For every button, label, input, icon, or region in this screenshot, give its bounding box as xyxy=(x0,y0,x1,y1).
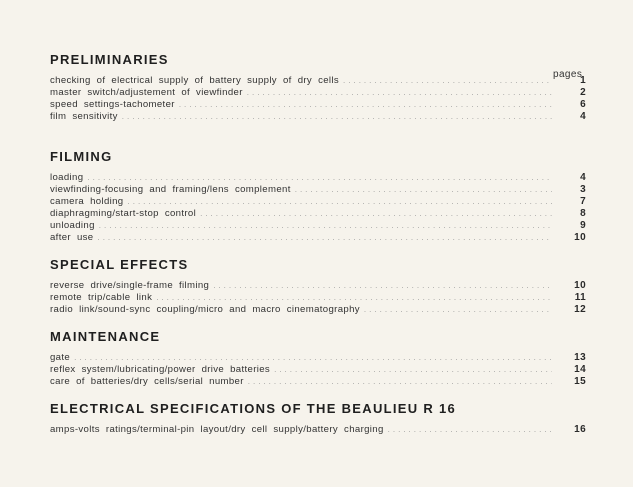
dot-leader xyxy=(213,281,552,290)
entry-page: 12 xyxy=(574,304,586,315)
entry-label: speed settings-tachometer xyxy=(50,99,175,110)
toc-entry xyxy=(50,220,586,232)
entry-label: master switch/adjustement of viewfinder xyxy=(50,87,243,98)
dot-leader xyxy=(388,425,552,434)
entry-label: amps-volts ratings/terminal-pin layout/dry cell supply/battery charging xyxy=(50,424,384,435)
toc-entry xyxy=(50,184,586,196)
toc-entry xyxy=(50,292,586,304)
section-filming xyxy=(50,149,586,244)
toc-entry xyxy=(50,111,586,123)
dot-leader xyxy=(74,353,552,362)
dot-leader xyxy=(122,112,552,121)
entry-page: 3 xyxy=(580,184,586,195)
entry-page: 10 xyxy=(574,232,586,243)
section-maintenance xyxy=(50,329,586,388)
dot-leader xyxy=(97,233,552,242)
section-title: ELECTRICAL SPECIFICATIONS OF THE BEAULIEU R 16 xyxy=(50,401,457,416)
toc-entry xyxy=(50,364,586,376)
entry-page: 6 xyxy=(580,99,586,110)
dot-leader xyxy=(274,365,552,374)
dot-leader xyxy=(156,293,552,302)
entry-page: 2 xyxy=(580,87,586,98)
dot-leader xyxy=(295,185,552,194)
toc-entry xyxy=(50,196,586,208)
toc-entry xyxy=(50,75,586,87)
entry-page: 10 xyxy=(574,280,586,291)
dot-leader xyxy=(343,76,552,85)
entry-label: loading xyxy=(50,172,84,183)
section-special-effects xyxy=(50,257,586,316)
entry-page: 16 xyxy=(574,424,586,435)
entry-label: reverse drive/single-frame filming xyxy=(50,280,210,291)
section-preliminaries xyxy=(50,52,586,123)
pages-column-label: pages xyxy=(553,69,583,80)
dot-leader xyxy=(247,88,552,97)
entry-label: care of batteries/dry cells/serial number xyxy=(50,376,244,387)
entry-page: 8 xyxy=(580,208,586,219)
entry-label: viewfinding-focusing and framing/lens complement xyxy=(50,184,291,195)
entry-label: gate xyxy=(50,352,71,363)
toc-entry xyxy=(50,172,586,184)
entry-page: 4 xyxy=(580,172,586,183)
entry-page: 7 xyxy=(580,196,586,207)
entry-label: film sensitivity xyxy=(50,111,118,122)
dot-leader xyxy=(99,221,552,230)
entry-label: camera holding xyxy=(50,196,124,207)
entry-page: 9 xyxy=(580,220,586,231)
toc-entry xyxy=(50,208,586,220)
entry-label: radio link/sound-sync coupling/micro and macro cinematography xyxy=(50,304,360,315)
section-title: FILMING xyxy=(50,149,113,164)
toc-entry xyxy=(50,352,586,364)
toc-entry xyxy=(50,304,586,316)
entry-label: remote trip/cable link xyxy=(50,292,153,303)
entry-label: unloading xyxy=(50,220,95,231)
section-title: MAINTENANCE xyxy=(50,329,161,344)
toc-entry xyxy=(50,232,586,244)
dot-leader xyxy=(87,173,552,182)
entry-page: 15 xyxy=(574,376,586,387)
entry-page: 4 xyxy=(580,111,586,122)
entry-page: 13 xyxy=(574,352,586,363)
entry-page: 1 xyxy=(580,75,586,86)
toc-entry xyxy=(50,280,586,292)
dot-leader xyxy=(179,100,552,109)
section-title: SPECIAL EFFECTS xyxy=(50,257,189,272)
dot-leader xyxy=(248,377,552,386)
toc-entry xyxy=(50,87,586,99)
dot-leader xyxy=(364,305,552,314)
entry-page: 14 xyxy=(574,364,586,375)
dot-leader xyxy=(128,197,553,206)
toc-entry xyxy=(50,376,586,388)
entry-label: checking of electrical supply of battery supply of dry cells xyxy=(50,75,340,86)
toc-entry xyxy=(50,424,586,436)
toc-entry xyxy=(50,99,586,111)
section-electrical-specifications xyxy=(50,401,586,436)
entry-page: 11 xyxy=(574,292,586,303)
section-title: PRELIMINARIES xyxy=(50,52,169,67)
entry-label: after use xyxy=(50,232,94,243)
dot-leader xyxy=(200,209,552,218)
entry-label: reflex system/lubricating/power drive batteries xyxy=(50,364,271,375)
entry-label: diaphragming/start-stop control xyxy=(50,208,197,219)
